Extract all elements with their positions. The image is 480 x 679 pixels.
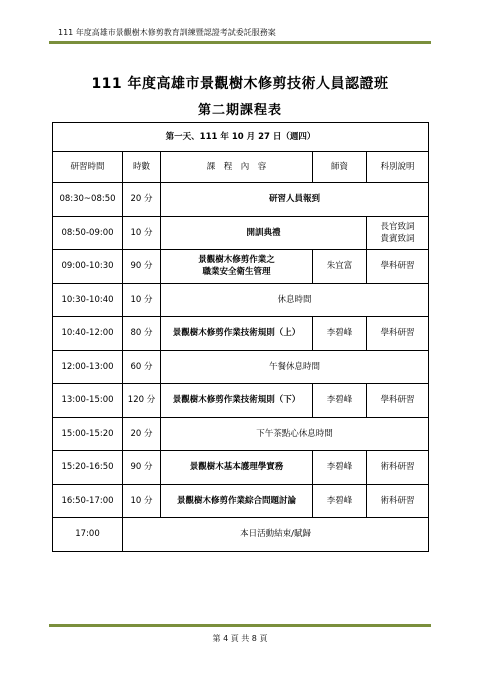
row-time: 08:50-09:00 [53, 216, 123, 250]
row-course: 下午茶點心休息時間 [161, 417, 429, 451]
row-course: 景觀樹木基本護理學實務 [161, 451, 313, 485]
row-teacher: 李碧峰 [313, 484, 367, 518]
row-course: 景觀樹木修剪作業技術規則（下） [161, 384, 313, 418]
column-header-teacher: 師資 [313, 152, 367, 183]
table-row [53, 283, 429, 317]
row-hours: 20 分 [123, 417, 161, 451]
column-header-time: 研習時間 [53, 152, 123, 183]
teacher-line: 長官致詞 [380, 221, 415, 232]
table-header-row [53, 152, 429, 183]
row-teacher: 李碧峰 [313, 317, 367, 351]
row-hours: 10 分 [123, 283, 161, 317]
row-course: 午餐休息時間 [161, 350, 429, 384]
row-teacher: 李碧峰 [313, 384, 367, 418]
teacher-line: 貴賓致詞 [380, 233, 415, 244]
row-hours: 20 分 [123, 183, 161, 217]
table-row [53, 350, 429, 384]
row-course: 景觀樹木修剪作業綜合問題討論 [161, 484, 313, 518]
row-hours: 10 分 [123, 216, 161, 250]
row-time: 16:50-17:00 [53, 484, 123, 518]
row-course [161, 250, 313, 284]
row-course: 本日活動結束/賦歸 [123, 518, 429, 552]
schedule-table [52, 122, 429, 552]
table-row [53, 216, 429, 250]
row-time: 17:00 [53, 518, 123, 552]
row-course: 開訓典禮 [161, 216, 367, 250]
table-row [53, 317, 429, 351]
row-hours: 90 分 [123, 451, 161, 485]
row-remark: 術科研習 [367, 484, 429, 518]
table-row [53, 484, 429, 518]
row-hours: 60 分 [123, 350, 161, 384]
row-time: 15:20-16:50 [53, 451, 123, 485]
table-row [53, 518, 429, 552]
table-row [53, 183, 429, 217]
row-teacher [367, 216, 429, 250]
row-time: 13:00-15:00 [53, 384, 123, 418]
row-course: 研習人員報到 [161, 183, 429, 217]
page-number: 第 4 頁 共 8 頁 [212, 634, 268, 643]
row-time: 08:30~08:50 [53, 183, 123, 217]
course-line: 景觀樹木修剪作業之 [198, 255, 275, 266]
day-title-row [53, 123, 429, 152]
row-hours: 80 分 [123, 317, 161, 351]
row-time: 10:40-12:00 [53, 317, 123, 351]
row-teacher: 李碧峰 [313, 451, 367, 485]
column-header-remark: 科別說明 [367, 152, 429, 183]
document-subtitle: 第二期課程表 [197, 103, 282, 118]
row-remark: 術科研習 [367, 451, 429, 485]
table-row [53, 384, 429, 418]
table-row [53, 451, 429, 485]
row-remark: 學科研習 [367, 250, 429, 284]
column-header-course: 課 程 內 容 [161, 152, 313, 183]
row-teacher: 朱宜富 [313, 250, 367, 284]
header-rule [49, 41, 431, 44]
column-header-hours: 時數 [123, 152, 161, 183]
row-remark: 學科研習 [367, 317, 429, 351]
row-time: 10:30-10:40 [53, 283, 123, 317]
table-row [53, 250, 429, 284]
row-time: 15:00-15:20 [53, 417, 123, 451]
row-hours: 90 分 [123, 250, 161, 284]
course-line: 職業安全衛生管理 [202, 267, 271, 278]
row-time: 09:00-10:30 [53, 250, 123, 284]
row-remark: 學科研習 [367, 384, 429, 418]
row-hours: 10 分 [123, 484, 161, 518]
footer-rule [49, 624, 431, 627]
document-header: 111 年度高雄市景觀樹木修剪教育訓練暨認證考試委託服務案 [58, 28, 276, 37]
day-title: 第一天、111 年 10 月 27 日（週四） [53, 123, 429, 152]
document-title: 111 年度高雄市景觀樹木修剪技術人員認證班 [91, 76, 389, 92]
table-row [53, 417, 429, 451]
row-course: 休息時間 [161, 283, 429, 317]
row-time: 12:00-13:00 [53, 350, 123, 384]
row-course: 景觀樹木修剪作業技術規則（上） [161, 317, 313, 351]
row-hours: 120 分 [123, 384, 161, 418]
